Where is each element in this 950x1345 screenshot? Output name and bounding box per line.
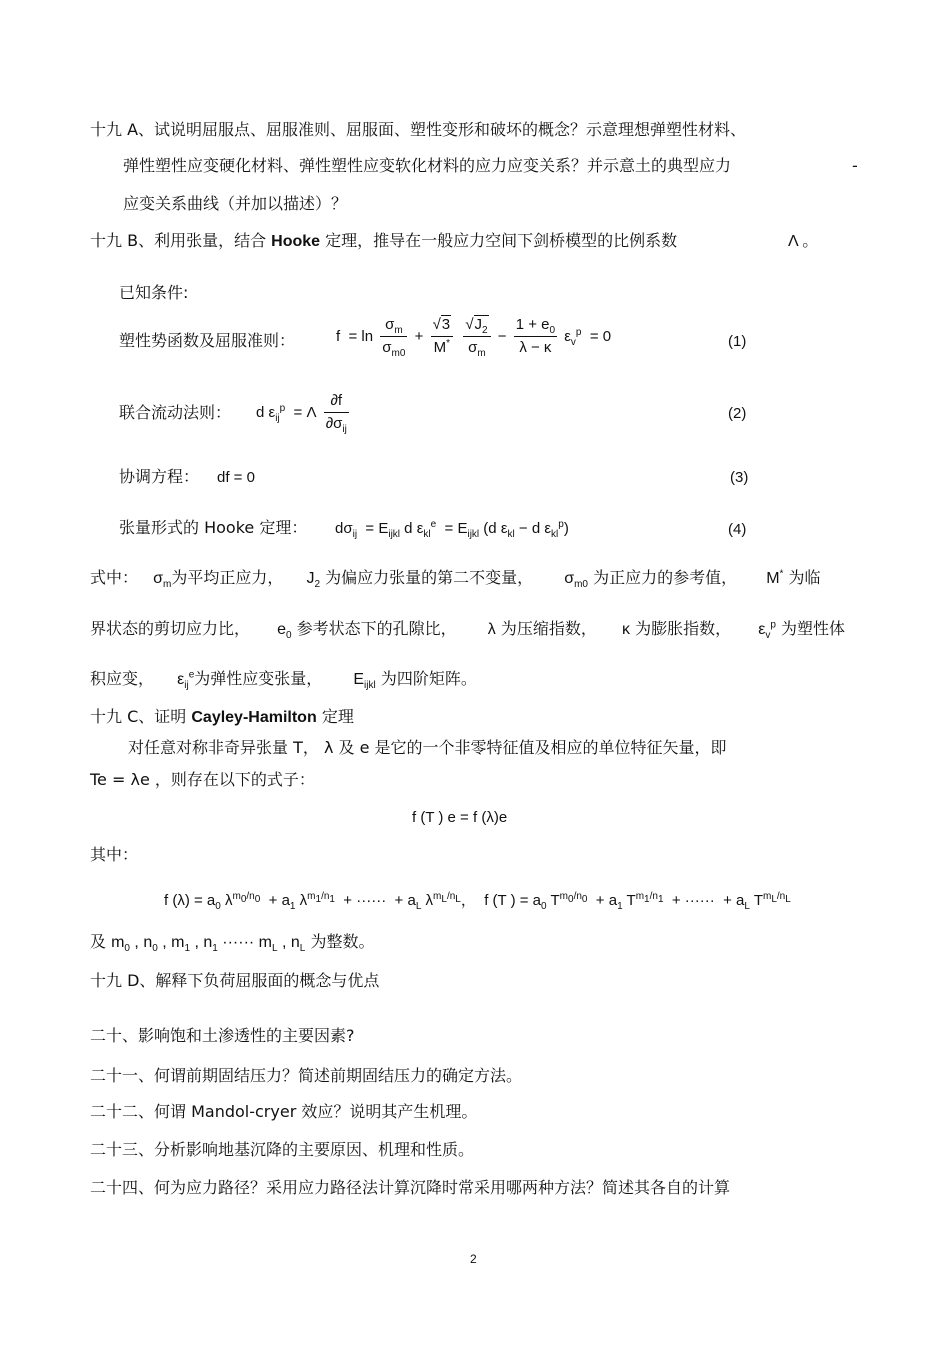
q19a-line2: 弹性塑性应变硬化材料、弹性塑性应变软化材料的应力应变关系？并示意土的典型应力 [123,156,732,175]
e0-desc: 参考状态下的孔隙比， [296,619,457,638]
integers-text: 为整数。 [310,932,375,951]
epsilon-vp-desc: 为塑性体 [780,619,845,638]
sigma-m-desc: 为平均正应力， [171,568,284,587]
q21: 二十一、何谓前期固结压力？简述前期固结压力的确定方法。 [90,1066,523,1085]
q19c-suffix: 定理 [321,707,354,726]
q19c-body2: Te = λe ，则存在以下的式子： [90,770,315,789]
where-prefix: 式中： [90,568,139,587]
q22: 二十二、何谓 Mandol-cryer 效应？说明其产生机理。 [90,1102,478,1121]
q19c-center-equation: f (T ) e = f (λ)e [412,809,508,826]
elastic-strain-desc: 为弹性应变张量， [194,669,323,688]
q19a-line1: 十九 A、试说明屈服点、屈服准则、屈服面、塑性变形和破坏的概念？示意理想弹塑性材料、 [90,120,747,139]
q19c-title: Cayley-Hamilton [191,709,317,726]
q19d: 十九 D、解释下负荷屈服面的概念与优点 [90,971,380,990]
eq1-number: (1) [728,333,747,350]
eijkl-desc: 为四阶矩阵。 [380,669,477,688]
q19b-hooke: Hooke [271,233,321,250]
known-conditions: 已知条件: [119,283,189,302]
q19a-line3: 应变关系曲线（并加以描述）？ [123,194,348,213]
where-line2: 界状态的剪切应力比， $e_0$ 参考状态下的孔隙比， λ 为压缩指数， κ 为膨胀指数， $\varepsilon_v^p$ 为塑性体 [90,619,845,642]
q19b-lambda-symbol: Λ 。 [788,233,819,250]
lambda-desc: 为压缩指数， [500,619,597,638]
q19c-where: 其中： [90,845,139,864]
m-star-desc: 为临 [788,568,821,587]
q19a-dash: - [852,156,858,175]
sigma-m0-desc: 为正应力的参考值， [593,568,738,587]
q19c-heading [90,707,354,728]
eq3-formula: df = 0 [217,469,255,486]
volumetric-strain-desc: 积应变， [90,669,155,688]
q20: 二十、影响饱和土渗透性的主要因素? [90,1026,355,1045]
where-line1: 式中： $\sigma_m$为平均正应力， $J_2$ 为偏应力张量的第二不变量， $\sigma_{m0}$ 为正应力的参考值， M* 为临 [90,568,821,591]
eq3-label: 协调方程： [119,467,200,486]
q19c-body1: 对任意对称非奇异张量 T， λ 及 e 是它的一个非零特征值及相应的单位特征矢量，即 [128,738,727,757]
q19c-prefix: 十九 C、证明 [90,707,187,726]
kappa-desc: 为膨胀指数， [635,619,732,638]
eq4-label: 张量形式的 Hooke 定理： [119,518,308,537]
eq3-number: (3) [730,469,749,486]
eq2-formula: d $\varepsilon_{ij}^p = \Lambda$ $\frac{\partial f}{\partial\sigma_{ij}}$ [256,392,347,435]
eq1-label: 塑性势函数及屈服准则： [119,331,296,350]
q19b-suffix: 定理，推导在一般应力空间下剑桥模型的比例系数 [325,231,678,250]
eq4-number: (4) [728,521,747,538]
shear-ratio-desc: 界状态的剪切应力比， [90,619,251,638]
eq2-number: (2) [728,405,747,422]
polynomial-equation: f $(\lambda) = a_0$ $\lambda^{m_0/n_0} + a_1$ $\lambda^{m_1/n_1}$ + ······ + $a_L$ $\lambda^{m_L/n_L}$， f (T ) = $a_0$ $T^{m_0/n_0} + a_1$ $T^{m_1/n_1}$ + ······ + $a_L$ $T^{m_L/n_L}$ [164,891,791,912]
integer-note: 及 $m_0$ , $n_0$ , $m_1$ , $n_1$ ······ $m_L$ , $n_L$ 为整数。 [90,932,375,955]
j2-desc: 为偏应力张量的第二不变量， [325,568,534,587]
page-number: 2 [470,1252,477,1266]
eq1-formula: f = ln $\frac{\sigma_m}{\sigma_{m0}}$ + $\frac{√3}{M^*}$ $\frac{√J_2}{\sigma_m}$ − $\frac{1 + e_0}{\lambda - \kappa}$ $\varepsilon_v^p = 0$ [336,316,612,359]
eq2-label: 联合流动法则： [119,403,232,422]
eq4-formula: $d\sigma_{ij} = E_{ijkl}$ d $\varepsilon_{kl}^e = E_{ijkl}$ (d $\varepsilon_{kl} - d$ $\varepsilon_{kl}^p$) [335,519,569,540]
q23: 二十三、分析影响地基沉降的主要原因、机理和性质。 [90,1140,475,1159]
where-line3: 积应变， $\varepsilon_{ij}^e$为弹性应变张量， $E_{ijkl}$ 为四阶矩阵。 [90,669,477,692]
q24: 二十四、何为应力路径？采用应力路径法计算沉降时常采用哪两种方法？简述其各自的计算 [90,1178,731,1197]
q19b-prefix: 十九 B、利用张量，结合 [90,231,267,250]
q19b-heading [90,231,677,252]
